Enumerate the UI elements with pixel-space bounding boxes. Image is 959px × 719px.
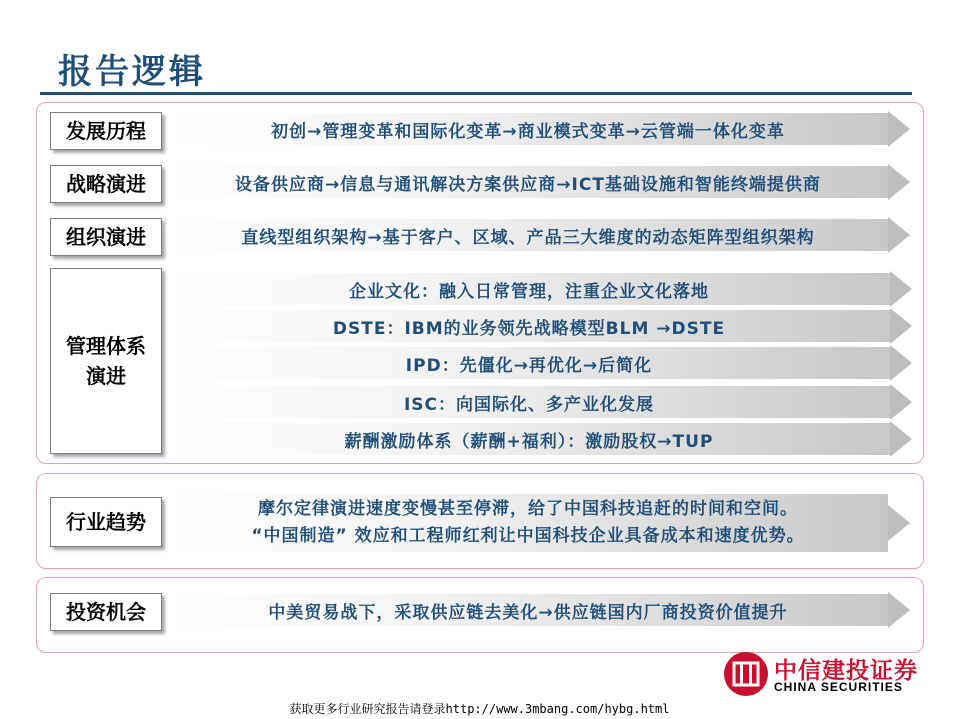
text-strategy-evolution: 设备供应商→信息与通讯解决方案供应商→ICT基础设施和智能终端提供商	[235, 174, 821, 195]
title-divider	[40, 92, 912, 95]
text-management-item: IPD：先僵化→再优化→后简化	[405, 355, 653, 376]
text-industry-trend	[168, 494, 888, 552]
company-logo	[724, 650, 924, 700]
label-management-line2: 演进	[86, 364, 126, 388]
text-investment-opportunity: 中美贸易战下，采取供应链去美化→供应链国内厂商投资价值提升	[268, 602, 788, 623]
text-industry-line1: 摩尔定律演进速度变慢甚至停滞，给了中国科技追赶的时间和空间。	[258, 499, 798, 519]
label-investment-opportunity: 投资机会	[50, 593, 162, 631]
label-development-history: 发展历程	[50, 112, 162, 150]
arrow-management-item	[168, 310, 912, 342]
text-management-item: DSTE：IBM的业务领先战略模型BLM →DSTE	[332, 318, 726, 339]
arrow-management-item	[168, 273, 912, 305]
arrow-strategy-evolution	[168, 166, 910, 198]
arrow-organization-evolution	[168, 219, 910, 251]
text-management-item: ISC：向国际化、多产业化发展	[403, 394, 655, 415]
label-management-line1: 管理体系	[66, 334, 146, 358]
label-organization-evolution: 组织演进	[50, 218, 162, 256]
label-industry-trend: 行业趋势	[50, 497, 162, 547]
arrow-management-item	[168, 423, 912, 455]
arrow-investment-opportunity	[168, 594, 910, 626]
arrow-management-item	[168, 347, 912, 379]
citic-logo-icon	[724, 652, 768, 696]
arrow-development-history	[168, 113, 910, 145]
arrow-management-item	[168, 386, 912, 418]
text-industry-line2: “中国制造” 效应和工程师红利让中国科技企业具备成本和速度优势。	[251, 526, 805, 546]
page-title: 报告逻辑	[58, 52, 206, 92]
footer-link-text: 获取更多行业研究报告请登录http://www.3mbang.com/hybg.html	[289, 702, 670, 716]
arrow-industry-trend	[168, 494, 910, 552]
text-management-item: 薪酬激励体系（薪酬+福利）：激励股权→TUP	[344, 431, 714, 452]
text-management-item: 企业文化：融入日常管理，注重企业文化落地	[349, 281, 709, 302]
logo-chinese-name: 中信建投证券	[774, 657, 918, 684]
logo-english-name: CHINA SECURITIES	[774, 680, 903, 694]
label-strategy-evolution: 战略演进	[50, 165, 162, 203]
text-organization-evolution: 直线型组织架构→基于客户、区域、产品三大维度的动态矩阵型组织架构	[241, 227, 815, 248]
label-management-system	[50, 268, 162, 454]
text-development-history: 初创→管理变革和国际化变革→商业模式变革→云管端一体化变革	[271, 121, 785, 142]
